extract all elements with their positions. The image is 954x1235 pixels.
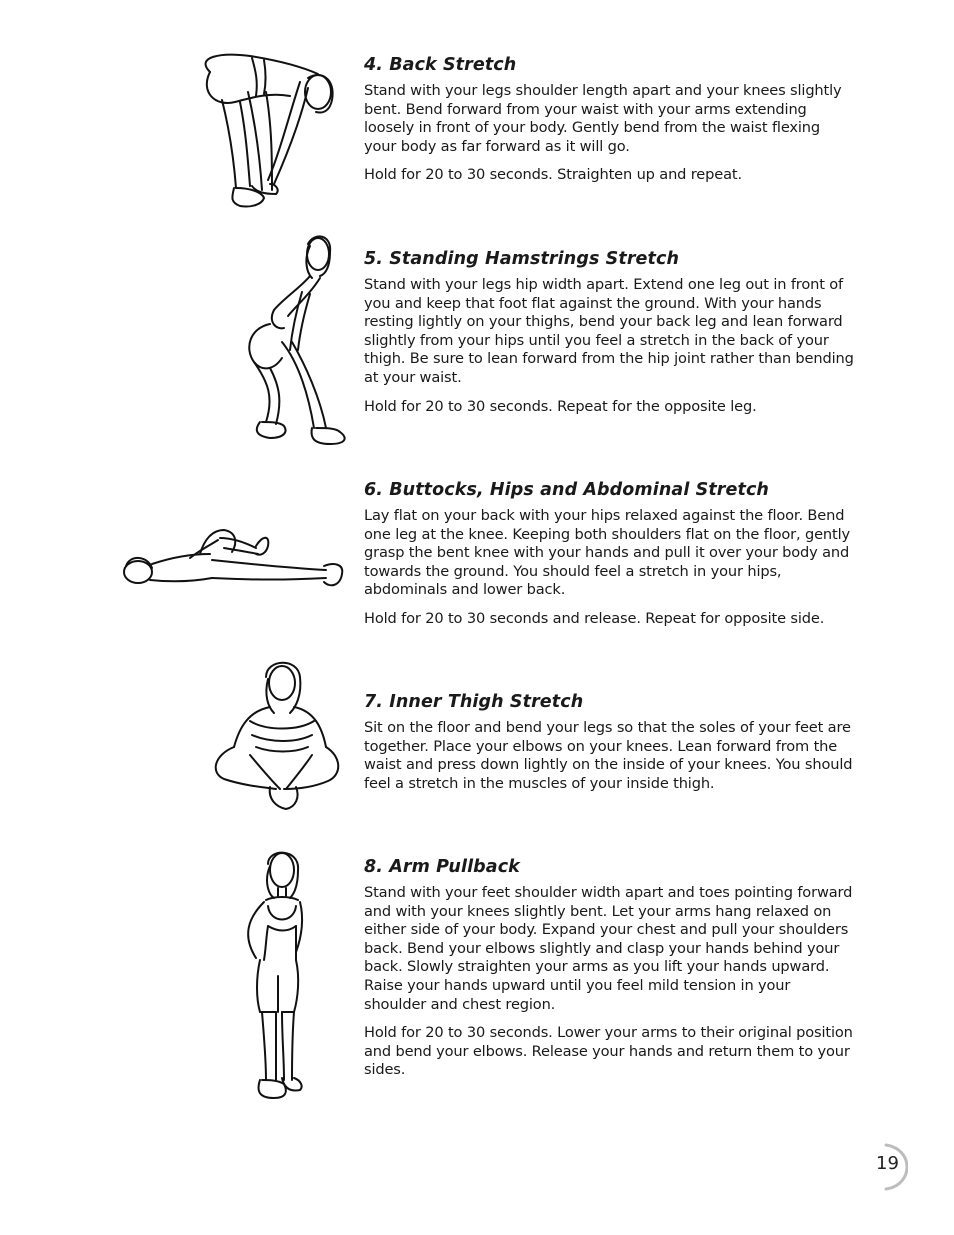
section-paragraph: Hold for 20 to 30 seconds. Straighten up and repeat. xyxy=(364,166,742,184)
section-paragraph: Hold for 20 to 30 seconds and release. Repeat for opposite side. xyxy=(364,609,825,627)
page-number: 19 xyxy=(876,1153,899,1174)
inner-thigh-stretch-illustration xyxy=(210,655,350,815)
back-stretch-illustration xyxy=(190,52,340,212)
buttocks-hips-stretch-illustration xyxy=(120,524,350,596)
section-heading: 4. Back Stretch xyxy=(364,55,517,75)
section-paragraph: Sit on the floor and bend your legs so that the soles of your feet are together. Place your elbows on your knees. Lean forward from the waist and press down lightly on the inside of your knees. You should feel a stretch in the muscles of your inside thigh. xyxy=(364,719,853,792)
arm-pullback-illustration xyxy=(238,848,308,1103)
section-heading: 7. Inner Thigh Stretch xyxy=(364,692,584,712)
section-heading: 8. Arm Pullback xyxy=(364,857,520,877)
section-inner-thigh-stretch xyxy=(364,692,854,803)
hamstring-stretch-illustration xyxy=(240,232,355,450)
section-standing-hamstrings-stretch xyxy=(364,249,854,426)
section-buttocks-hips-abdominal-stretch xyxy=(364,480,854,639)
section-heading: 5. Standing Hamstrings Stretch xyxy=(364,249,680,269)
section-paragraph: Stand with your feet shoulder width apart and toes pointing forward and with your knees slightly bent. Let your arms hang relaxed on either side of your body. Expand your chest and pull your shoulders back. Bend your elbows slightly and clasp your hands behind your back. Slowly straighten your arms as you lift your hands upward. Raise your hands upward until you feel mild tension in your shoulder and chest region. xyxy=(364,884,853,1013)
section-paragraph: Stand with your legs shoulder length apart and your knees slightly bent. Bend forward from your waist with your arms extending loosely in front of your body. Gently bend from the waist flexing your body as far forward as it will go. xyxy=(364,82,842,155)
section-paragraph: Stand with your legs hip width apart. Extend one leg out in front of you and keep that foot flat against the ground. With your hands resting lightly on your thighs, bend your back leg and lean forward slightly from your hips until you feel a stretch in the back of your thigh. Be sure to lean forward from the hip joint rather than bending at your waist. xyxy=(364,276,854,386)
section-paragraph: Hold for 20 to 30 seconds. Repeat for the opposite leg. xyxy=(364,397,757,415)
section-paragraph: Lay flat on your back with your hips relaxed against the floor. Bend one leg at the knee. Keeping both shoulders flat on the floor, gently grasp the bent knee with your hands and pull it over your body and towards the ground. You should feel a stretch in your hips, abdominals and lower back. xyxy=(364,507,850,599)
section-paragraph: Hold for 20 to 30 seconds. Lower your arms to their original position and bend your elbows. Release your hands and return them to your sides. xyxy=(364,1024,853,1079)
section-back-stretch xyxy=(364,55,854,195)
section-arm-pullback xyxy=(364,857,854,1090)
section-heading: 6. Buttocks, Hips and Abdominal Stretch xyxy=(364,480,769,500)
page-number-arc-decoration xyxy=(884,1143,908,1191)
